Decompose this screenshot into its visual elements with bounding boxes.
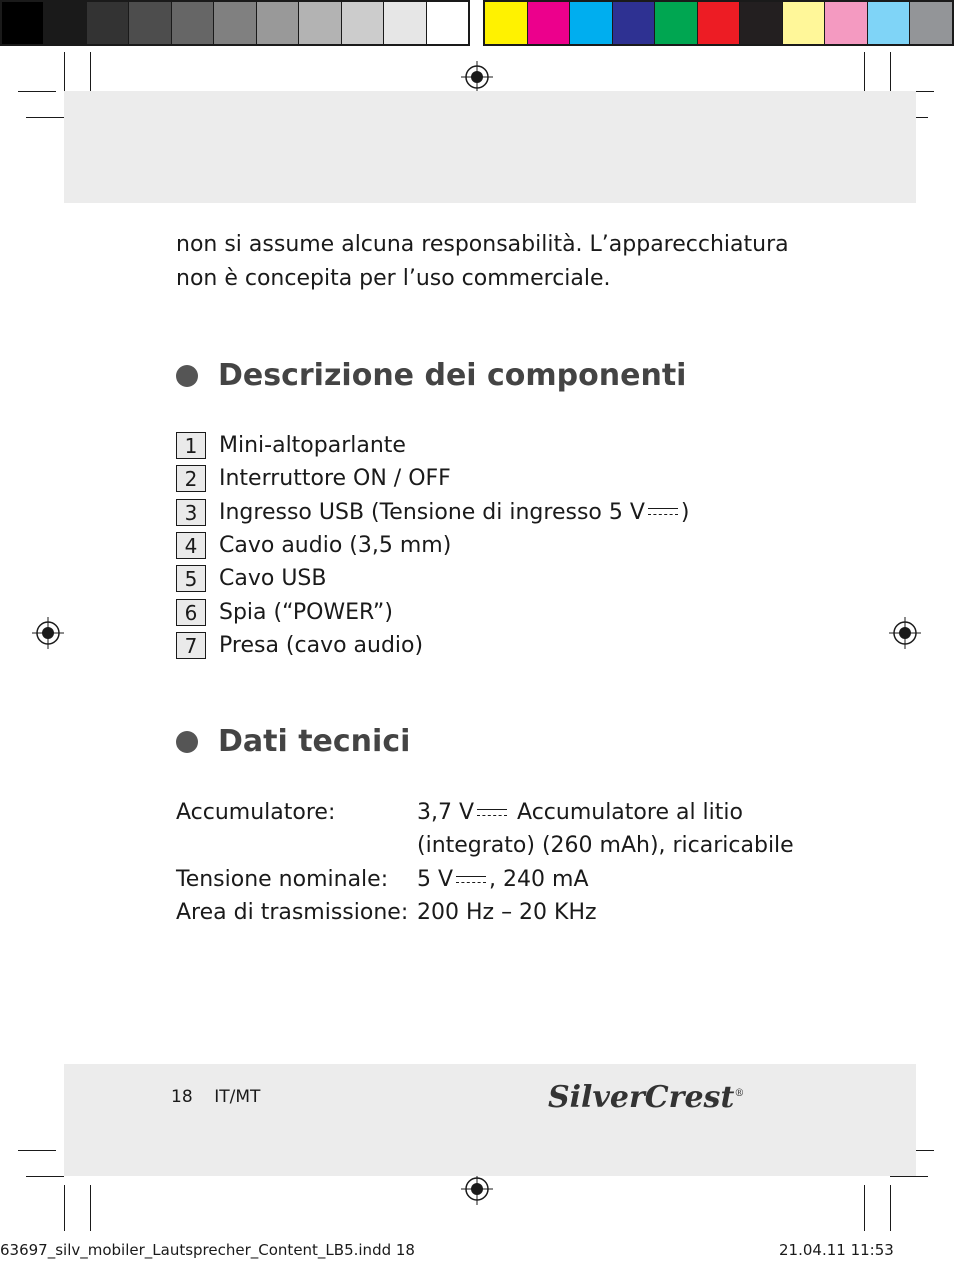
color-swatch <box>87 2 129 44</box>
part-number: 2 <box>176 465 206 492</box>
components-list <box>176 429 690 662</box>
color-swatch <box>613 2 656 44</box>
brand-name: SilverCrest <box>548 1080 735 1115</box>
color-swatch <box>825 2 868 44</box>
intro-line: non è concepita per l’uso commerciale. <box>176 266 611 291</box>
color-swatch <box>299 2 341 44</box>
page-number: 18 <box>171 1087 193 1107</box>
brand-logo <box>548 1080 744 1115</box>
crop-mark <box>890 1185 891 1231</box>
language-code: IT/MT <box>214 1087 261 1107</box>
color-swatch-bar <box>483 0 954 46</box>
bullet-icon <box>176 731 198 753</box>
spec-value: 200 Hz – 20 KHz <box>417 899 597 925</box>
part-number: 1 <box>176 432 206 459</box>
color-swatch <box>740 2 783 44</box>
crop-mark <box>64 1185 65 1231</box>
color-swatch <box>528 2 571 44</box>
color-swatch <box>868 2 911 44</box>
color-swatch <box>427 2 468 44</box>
dc-voltage-icon <box>456 874 486 886</box>
bullet-icon <box>176 365 198 387</box>
spec-value <box>417 863 797 896</box>
crop-mark <box>90 1185 91 1231</box>
spec-value-part: Accumulatore al litio <box>510 800 743 825</box>
spec-value-part: 3,7 V <box>417 800 475 825</box>
table-row <box>176 829 797 862</box>
list-item <box>176 562 690 595</box>
part-number: 7 <box>176 632 206 659</box>
part-label: Presa (cavo audio) <box>219 632 424 658</box>
color-swatch <box>910 2 952 44</box>
list-item <box>176 629 690 662</box>
part-label: Interruttore ON / OFF <box>219 466 451 492</box>
intro-paragraph <box>176 228 816 296</box>
spec-label: Tensione nominale: <box>176 866 389 892</box>
crop-mark <box>864 1185 865 1231</box>
color-swatch <box>257 2 299 44</box>
crop-mark <box>26 1176 64 1177</box>
spec-label: Area di trasmissione: <box>176 899 409 925</box>
part-number: 4 <box>176 532 206 559</box>
spec-value-part: , 240 mA <box>489 866 589 892</box>
part-number: 6 <box>176 599 206 626</box>
color-swatch <box>655 2 698 44</box>
spec-label: Accumulatore: <box>176 800 336 825</box>
crop-mark <box>26 117 64 118</box>
spec-value <box>417 796 797 829</box>
list-item <box>176 529 690 562</box>
components-title: Descrizione dei componenti <box>218 358 687 393</box>
registration-mark-icon <box>32 617 64 649</box>
print-slug-datetime: 21.04.11 11:53 <box>779 1241 894 1259</box>
color-swatch <box>698 2 741 44</box>
components-heading <box>176 358 686 393</box>
spec-table <box>176 796 797 929</box>
trademark-symbol: ® <box>734 1088 745 1099</box>
table-row <box>176 863 797 896</box>
crop-mark <box>18 1150 56 1151</box>
intro-line: non si assume alcuna responsabilità. L’apparecchiatura <box>176 232 789 257</box>
color-swatch <box>214 2 256 44</box>
color-swatch <box>2 2 44 44</box>
registration-mark-icon <box>889 617 921 649</box>
part-label: Spia (“POWER”) <box>219 599 393 625</box>
part-label: Cavo audio (3,5 mm) <box>219 533 452 559</box>
registration-mark-icon <box>461 1173 493 1205</box>
color-swatch <box>342 2 384 44</box>
spec-value: (integrato) (260 mAh), ricaricabile <box>417 833 794 859</box>
crop-mark <box>18 91 56 92</box>
part-number: 3 <box>176 499 206 526</box>
table-row <box>176 796 797 829</box>
registration-mark-icon <box>461 61 493 93</box>
page-footer <box>171 1087 260 1107</box>
color-swatch <box>172 2 214 44</box>
spec-value-part: 5 V <box>417 866 454 892</box>
spec-label <box>176 829 417 862</box>
part-number: 5 <box>176 565 206 592</box>
list-item <box>176 496 690 529</box>
footer-band <box>64 1064 916 1176</box>
part-label: Mini-altoparlante <box>219 433 406 459</box>
table-row <box>176 896 797 929</box>
color-swatch <box>129 2 171 44</box>
part-label: Ingresso USB (Tensione di ingresso 5 V <box>219 499 645 525</box>
color-swatch <box>783 2 826 44</box>
grayscale-swatch-bar <box>0 0 470 46</box>
color-swatch <box>485 2 528 44</box>
tech-data-heading <box>176 724 410 759</box>
color-swatch <box>384 2 426 44</box>
list-item <box>176 429 690 462</box>
color-swatch <box>570 2 613 44</box>
list-item <box>176 595 690 628</box>
list-item <box>176 462 690 495</box>
crop-mark <box>890 1176 928 1177</box>
header-band <box>64 91 916 203</box>
dc-voltage-icon <box>477 807 507 819</box>
tech-data-title: Dati tecnici <box>218 724 411 759</box>
print-slug-file: 63697_silv_mobiler_Lautsprecher_Content_LB5.indd 18 <box>0 1241 415 1259</box>
part-label: Cavo USB <box>219 566 327 592</box>
dc-voltage-icon <box>648 506 678 518</box>
part-label-suffix: ) <box>680 499 690 525</box>
color-swatch <box>44 2 86 44</box>
